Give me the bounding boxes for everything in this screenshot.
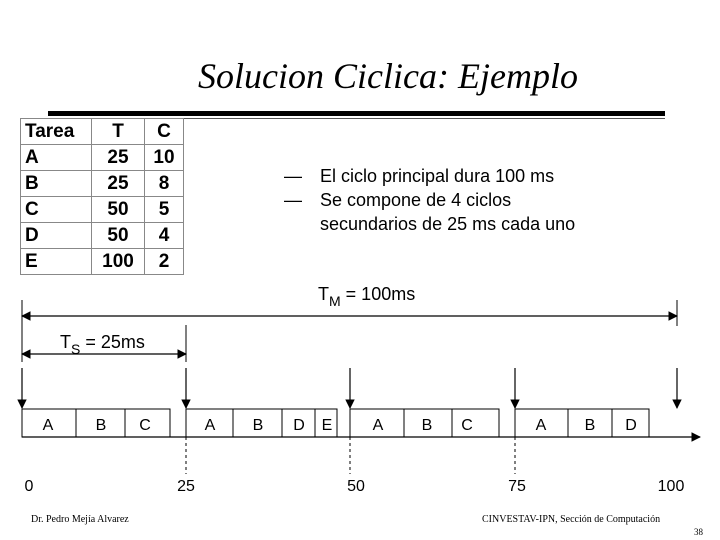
major-cycle-value: = 100ms — [340, 284, 416, 304]
tick-label: 50 — [347, 478, 365, 495]
page-number: 38 — [694, 527, 703, 537]
segment-label: E — [321, 417, 333, 434]
header-period: T — [92, 119, 145, 145]
task-period: 50 — [92, 197, 145, 223]
slide-title: Solucion Ciclica: Ejemplo — [198, 56, 578, 96]
tick-label: 100 — [657, 478, 685, 495]
task-period: 25 — [92, 145, 145, 171]
task-name: B — [21, 171, 92, 197]
minor-cycle-subscript: S — [71, 341, 81, 357]
segment-label: B — [584, 417, 596, 434]
tick-label: 0 — [24, 478, 34, 495]
task-name: D — [21, 223, 92, 249]
segment-label: C — [461, 417, 473, 434]
major-cycle-subscript: M — [329, 293, 341, 309]
task-name: A — [21, 145, 92, 171]
segment-label: B — [252, 417, 264, 434]
major-cycle-label — [318, 284, 416, 309]
task-cost: 4 — [145, 223, 184, 249]
task-cost: 10 — [145, 145, 184, 171]
segment-label: D — [293, 417, 305, 434]
major-cycle-symbol: T — [318, 284, 329, 304]
bullet-text: El ciclo principal dura 100 ms — [320, 166, 555, 186]
task-name: C — [21, 197, 92, 223]
bullet-continuation: secundarios de 25 ms cada uno — [320, 214, 576, 234]
segment-label: A — [535, 417, 547, 434]
footer-institution: CINVESTAV-IPN, Sección de Computación — [482, 514, 661, 525]
bullet-dash: — — [284, 190, 302, 210]
footer-author: Dr. Pedro Mejía Alvarez — [31, 514, 129, 525]
task-period: 25 — [92, 171, 145, 197]
task-period: 100 — [92, 249, 145, 275]
segment-label: A — [42, 417, 54, 434]
minor-cycle-value: = 25ms — [80, 332, 145, 352]
task-cost: 8 — [145, 171, 184, 197]
bullet-dash: — — [284, 166, 302, 186]
header-task: Tarea — [21, 119, 92, 145]
segment-label: B — [95, 417, 107, 434]
task-cost: 5 — [145, 197, 184, 223]
bullet-text: Se compone de 4 ciclos — [320, 190, 512, 210]
tick-label: 25 — [177, 478, 195, 495]
task-name: E — [21, 249, 92, 275]
task-period: 50 — [92, 223, 145, 249]
task-cost: 2 — [145, 249, 184, 275]
segment-label: A — [372, 417, 384, 434]
tick-label: 75 — [508, 478, 526, 495]
segment-label: B — [421, 417, 433, 434]
minor-cycle-label — [60, 332, 145, 357]
header-cost: C — [145, 119, 184, 145]
segment-label: A — [204, 417, 216, 434]
minor-cycle-symbol: T — [60, 332, 71, 352]
segment-label: C — [139, 417, 151, 434]
segment-label: D — [625, 417, 637, 434]
